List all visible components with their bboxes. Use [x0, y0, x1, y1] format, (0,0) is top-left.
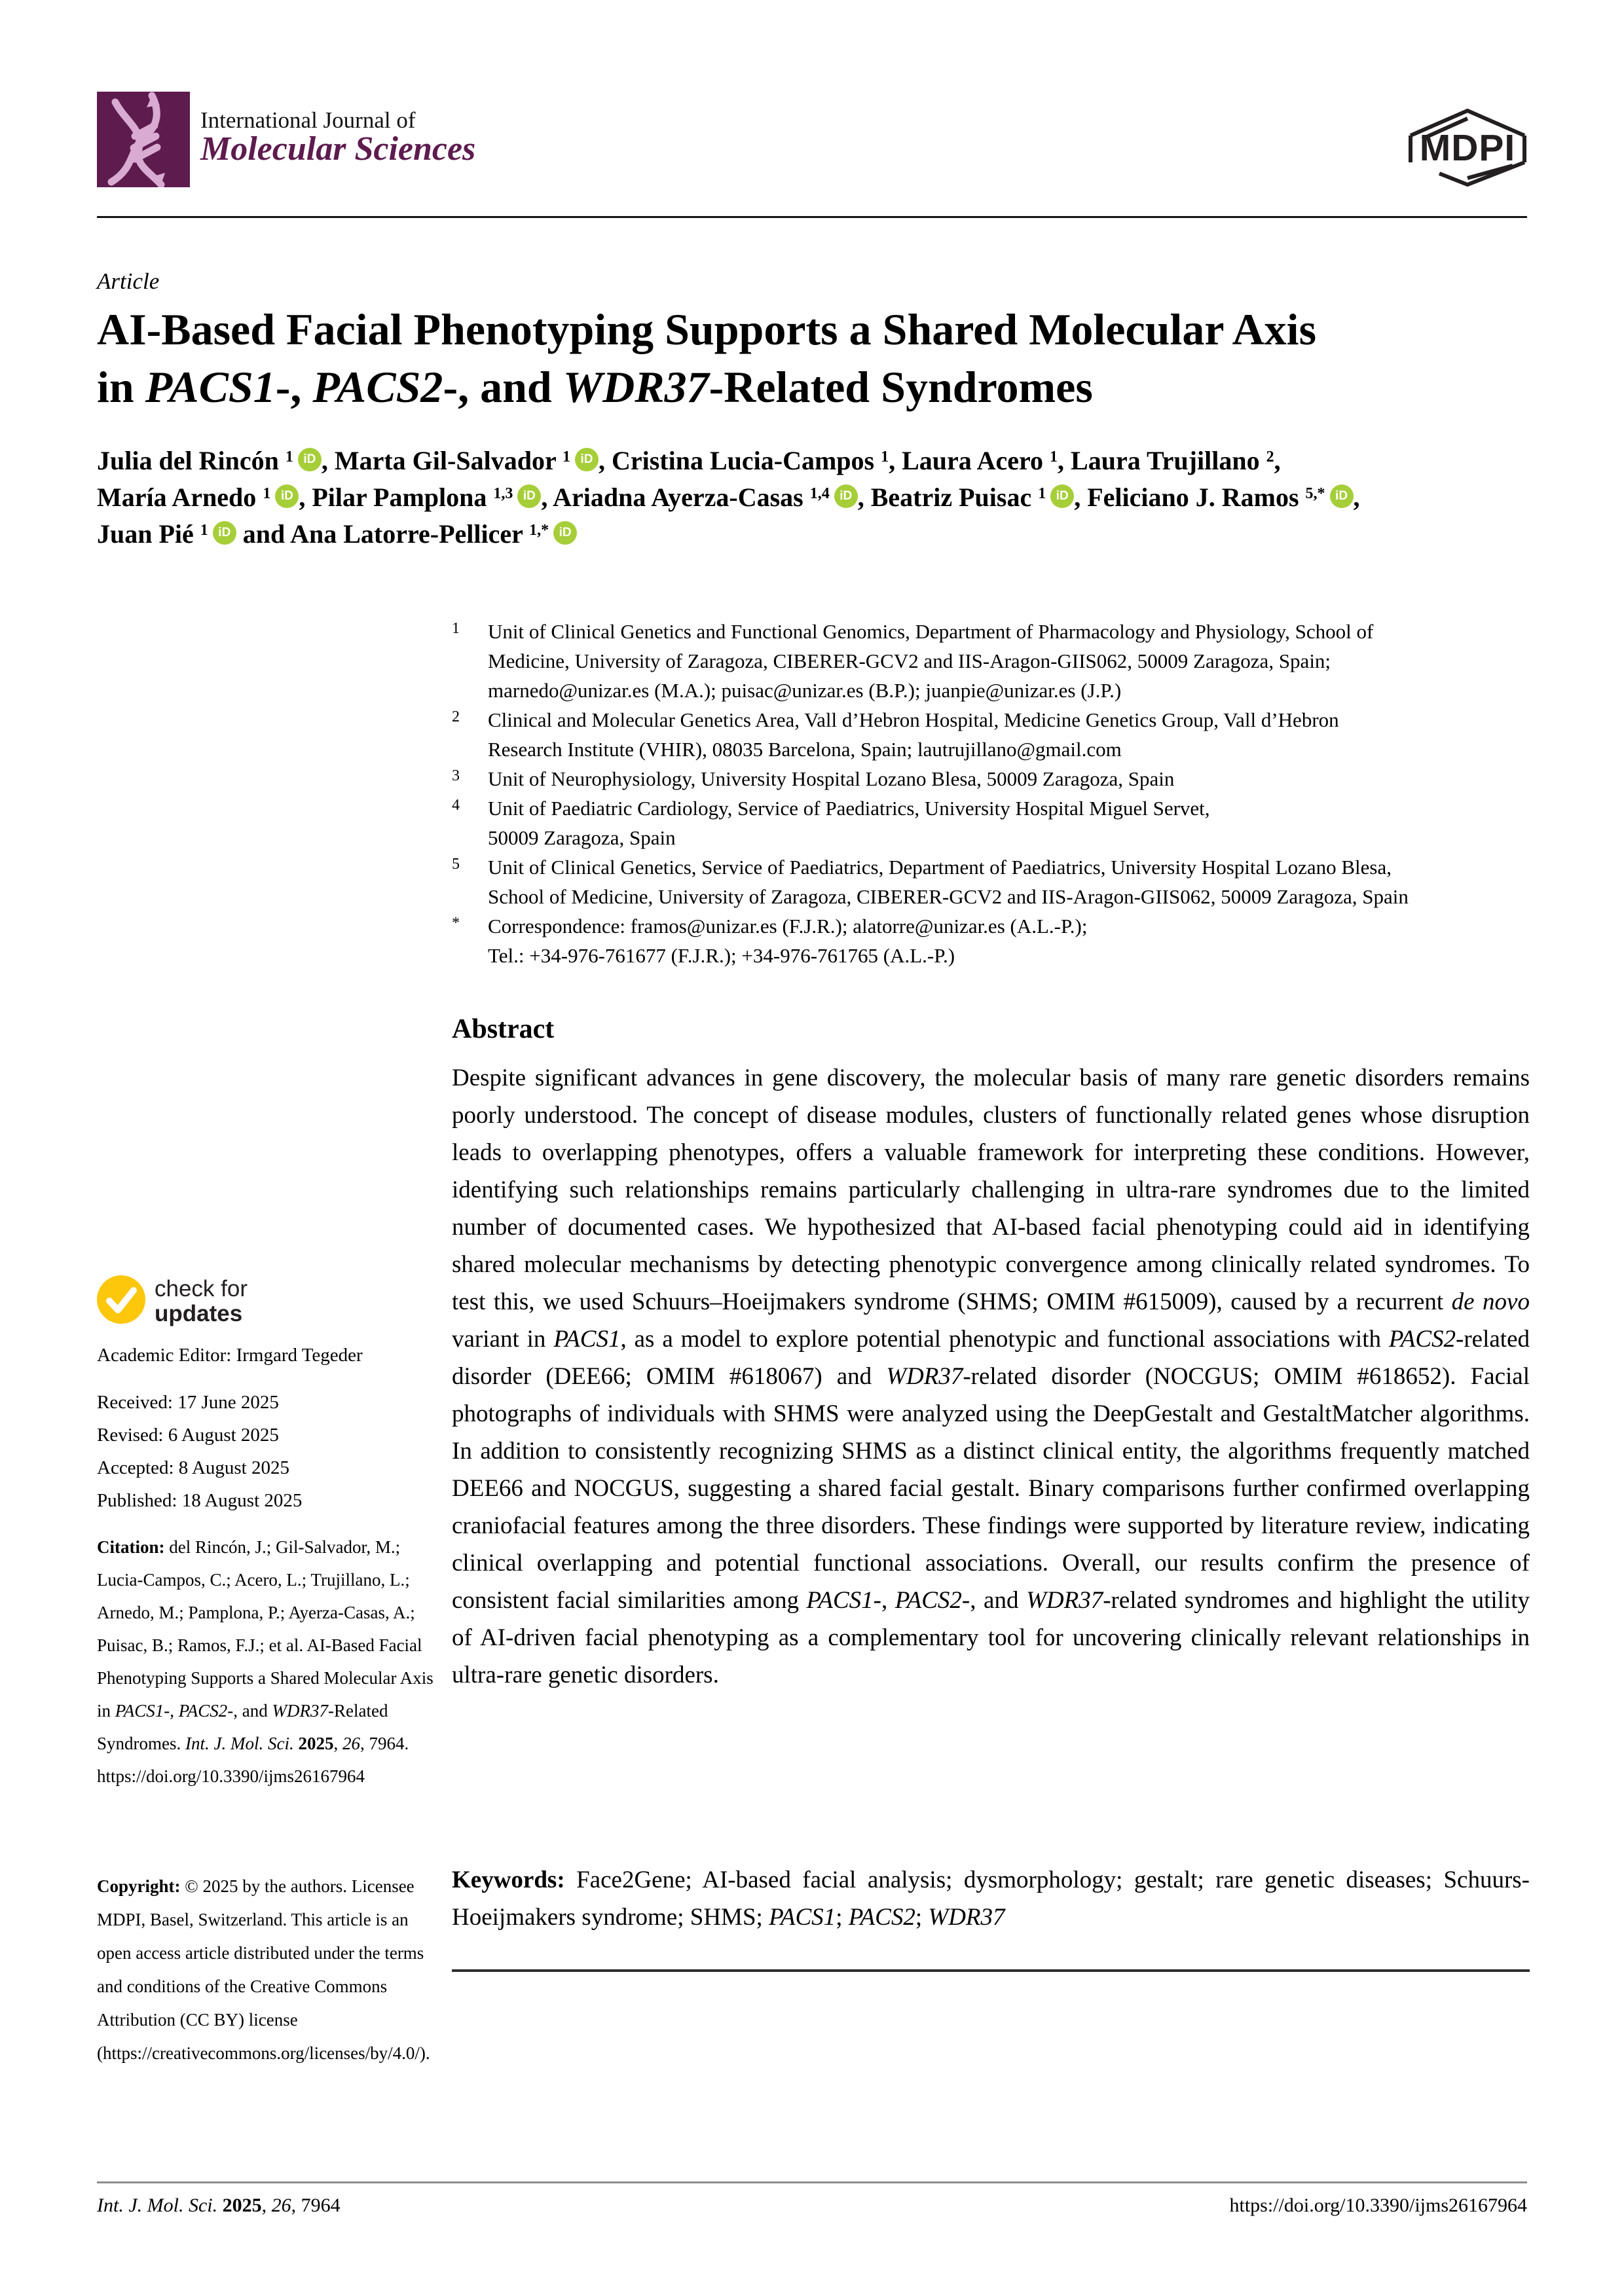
text-run: -, and: [227, 1701, 272, 1721]
page-title-line-1: [97, 300, 1564, 359]
published-date: Published: 18 August 2025: [97, 1490, 303, 1511]
author-list-line-1: [97, 443, 1564, 479]
affiliation-text: [488, 852, 1539, 911]
affiliation-line: Medicine, University of Zaragoza, CIBERER-GCV2 and IIS-Aragon-GIIS062, 50009 Zaragoza, Spain;: [488, 649, 1331, 672]
text-run: WDR37: [1026, 1587, 1103, 1614]
text-run: WDR37: [886, 1363, 963, 1390]
abstract-text: [452, 1059, 1530, 1694]
text-run: ;: [836, 1904, 849, 1931]
affiliation-line: Unit of Clinical Genetics and Functional Genomics, Department of Pharmacology and Physiology, School of: [488, 620, 1374, 643]
text-run: 1: [1050, 448, 1058, 465]
text-run: -, and: [961, 1587, 1027, 1614]
text-run: , 7964: [291, 2195, 341, 2216]
text-run: ,: [1353, 483, 1360, 512]
text-run: WDR37: [272, 1701, 329, 1721]
badge-label-line2: updates: [155, 1301, 243, 1326]
text-run: , Marta Gil-Salvador: [321, 446, 563, 475]
text-run: 2: [1266, 448, 1274, 465]
footer-journal-ref: [97, 2195, 341, 2217]
text-run: Int. J. Mol. Sci.: [185, 1734, 299, 1753]
received-date: Received: 17 June 2025: [97, 1392, 279, 1413]
text-run: Juan Pié: [97, 519, 200, 549]
affiliation-line: Clinical and Molecular Genetics Area, Vall d’Hebron Hospital, Medicine Genetics Group, Vall d’Hebron: [488, 708, 1339, 731]
text-run: PACS1: [769, 1904, 836, 1931]
text-run: , Ariadna Ayerza-Casas: [541, 483, 810, 512]
affiliation-number: 3: [452, 767, 460, 784]
text-run: -related disorder (DEE66; OMIM #618067) and: [452, 1326, 1530, 1390]
academic-editor-label: Academic Editor: Irmgard Tegeder: [97, 1345, 363, 1366]
affiliation-line: Research Institute (VHIR), 08035 Barcelona, Spain; lautrujillano@gmail.com: [488, 738, 1122, 761]
text-run: 26: [342, 1734, 360, 1753]
text-run: 5,*: [1305, 485, 1325, 502]
copyright-text: [97, 1870, 441, 2070]
affiliation-line: Unit of Neurophysiology, University Hospital Lozano Blesa, 50009 Zaragoza, Spain: [488, 767, 1175, 790]
text-run: -Related Syndromes: [709, 362, 1093, 412]
text-run: 2025: [298, 1734, 334, 1753]
text-run: in: [97, 362, 145, 412]
text-run: 2025: [222, 2195, 262, 2216]
journal-name-line1: International Journal of: [200, 107, 416, 133]
text-run: -related syndromes and highlight the utility of AI-driven facial phenotyping as a complementary tool for uncovering clinically relevant relationships in ultra-rare genetic disorders.: [452, 1587, 1530, 1688]
affiliation-line: marnedo@unizar.es (M.A.); puisac@unizar.es (B.P.); juanpie@unizar.es (J.P.): [488, 679, 1122, 702]
text-run: PACS1: [553, 1326, 621, 1353]
affiliation-number: 2: [452, 708, 460, 725]
text-run: 26: [271, 2195, 291, 2216]
text-run: , 7964. https://doi.org/10.3390/ijms26167964: [97, 1734, 409, 1786]
affiliation-line: Unit of Clinical Genetics, Service of Paediatrics, Department of Paediatrics, University Hospital Lozano Blesa,: [488, 856, 1392, 879]
text-run: de novo: [1451, 1288, 1530, 1315]
affiliation-number: 4: [452, 797, 460, 814]
orcid-icon[interactable]: iD: [275, 484, 299, 508]
orcid-icon[interactable]: iD: [553, 521, 577, 545]
text-run: , Beatriz Puisac: [857, 483, 1039, 512]
orcid-icon[interactable]: iD: [1330, 484, 1354, 508]
text-run: -,: [164, 1701, 179, 1721]
text-run: PACS2: [178, 1701, 228, 1721]
header-divider: [97, 216, 1527, 218]
text-run: del Rincón, J.; Gil-Salvador, M.; Lucia-Campos, C.; Acero, L.; Trujillano, L.; Arnedo, M.; Pamplona, P.; Ayerza-Casas, A.; Puisac, B.; Ramos, F.J.; et al. AI-Based Facial Phenotyping Supports a Shared Molecular Axis in: [97, 1537, 434, 1721]
text-run: Face2Gene; AI-based facial analysis; dysmorphology; gestalt; rare genetic diseases; Schuurs-Hoeijmakers syndrome; SHMS;: [452, 1867, 1530, 1931]
text-run: PACS2: [848, 1904, 915, 1931]
journal-logo: [97, 92, 190, 187]
text-run: -,: [873, 1587, 895, 1614]
mdpi-wordmark: MDPI: [1419, 127, 1516, 169]
affiliation-line: 50009 Zaragoza, Spain: [488, 826, 676, 849]
footer-divider: [97, 2181, 1527, 2183]
affiliation-item: [452, 852, 1539, 911]
badge-label-line1: check for: [155, 1276, 248, 1302]
crossmark-check-icon: [97, 1275, 145, 1324]
footer-doi-link[interactable]: https://doi.org/10.3390/ijms26167964: [1229, 2195, 1527, 2216]
orcid-icon[interactable]: iD: [575, 448, 599, 471]
revised-date: Revised: 6 August 2025: [97, 1425, 279, 1446]
affiliation-text: [488, 617, 1539, 705]
affiliation-number: 1: [452, 620, 460, 637]
text-run: ,: [261, 2195, 272, 2216]
text-run: 1,4: [809, 485, 830, 502]
text-run: -Related Syndromes.: [97, 1701, 388, 1753]
dna-helix-icon: [97, 92, 190, 187]
text-run: and Ana Latorre-Pellicer: [236, 519, 530, 549]
text-run: 1,3: [493, 485, 513, 502]
text-run: , Cristina Lucia-Campos: [598, 446, 881, 475]
affiliation-line: Unit of Paediatric Cardiology, Service of Paediatrics, University Hospital Miguel Servet,: [488, 797, 1210, 820]
text-run: -, and: [443, 362, 563, 412]
affiliation-number: 5: [452, 856, 460, 873]
author-list-line-3: [97, 516, 1564, 553]
text-run: PACS2: [1388, 1326, 1456, 1353]
text-run: PACS2: [312, 362, 443, 412]
journal-name-line2: Molecular Sciences: [200, 130, 476, 168]
orcid-icon[interactable]: iD: [298, 448, 322, 471]
orcid-icon[interactable]: iD: [1050, 484, 1074, 508]
badge-label: [155, 1277, 248, 1326]
page-title-line-2: [97, 357, 1564, 416]
check-for-updates-badge[interactable]: [97, 1275, 398, 1328]
text-run: , Laura Trujillano: [1058, 446, 1266, 475]
affiliation-list: [452, 617, 1539, 970]
text-run: 1: [263, 485, 271, 502]
text-run: WDR37: [928, 1904, 1005, 1931]
text-run: 1: [200, 522, 208, 539]
affiliation-item: [452, 793, 1539, 852]
text-run: , Feliciano J. Ramos: [1074, 483, 1306, 512]
text-run: 1: [562, 448, 570, 465]
text-run: 1: [285, 448, 293, 465]
citation-text: [97, 1531, 441, 1793]
text-run: Citation:: [97, 1537, 170, 1557]
author-list-line-2: [97, 479, 1564, 516]
correspondence-line: Tel.: +34-976-761677 (F.J.R.); +34-976-761765 (A.L.-P.): [488, 944, 955, 967]
text-run: PACS1: [115, 1701, 164, 1721]
text-run: 1,*: [529, 522, 549, 539]
text-run: -related disorder (NOCGUS; OMIM #618652). Facial photographs of individuals with SHMS were analyzed using the DeepGestalt and GestaltMatcher algorithms. In addition to consistently recognizing SHMS as a distinct clinical entity, the algorithms frequently matched DEE66 and NOCGUS, suggesting a shared facial gestalt. Binary comparisons further confirmed overlapping craniofacial features among the three disorders. These findings were supported by literature review, indicating clinical overlapping and potential functional associations. Overall, our results confirm the presence of consistent facial similarities among: [452, 1363, 1530, 1614]
text-run: © 2025 by the authors. Licensee MDPI, Basel, Switzerland. This article is an open access article distributed under the terms and conditions of the Creative Commons Attribution (CC BY) license (https://creativecommons.org/licenses/by/4.0/).: [97, 1876, 430, 2063]
text-run: ;: [915, 1904, 929, 1931]
text-run: 1: [1038, 485, 1046, 502]
text-run: Keywords:: [452, 1867, 577, 1893]
abstract-heading: Abstract: [452, 1014, 555, 1044]
text-run: PACS1: [145, 362, 276, 412]
text-run: ,: [333, 1734, 342, 1753]
text-run: -,: [275, 362, 313, 412]
text-run: María Arnedo: [97, 483, 263, 512]
affiliation-item: [452, 705, 1539, 764]
keywords-divider: [452, 1969, 1530, 1972]
article-type-label: Article: [97, 268, 160, 294]
correspondence-line: Correspondence: framos@unizar.es (F.J.R.); alatorre@unizar.es (A.L.-P.);: [488, 915, 1088, 938]
text-run: PACS1: [806, 1587, 874, 1614]
affiliation-item: [452, 617, 1539, 705]
text-run: WDR37: [563, 362, 709, 412]
correspondence-item: [452, 911, 1539, 970]
text-run: Despite significant advances in gene discovery, the molecular basis of many rare genetic disorders remains poorly understood. The concept of disease modules, clusters of functionally related genes whose disruption leads to overlapping phenotypes, offers a valuable framework for interpreting these conditions. However, identifying such relationships remains particularly challenging in ultra-rare syndromes due to the limited number of documented cases. We hypothesized that AI-based facial phenotyping could aid in identifying shared molecular mechanisms by detecting phenotypic convergence among clinically related syndromes. To test this, we used Schuurs–Hoeijmakers syndrome (SHMS; OMIM #615009), caused by a recurrent: [452, 1065, 1530, 1315]
accepted-date: Accepted: 8 August 2025: [97, 1457, 289, 1478]
correspondence-text: [488, 911, 1539, 970]
orcid-icon[interactable]: iD: [517, 484, 541, 508]
orcid-icon[interactable]: iD: [213, 521, 236, 545]
text-run: PACS2: [895, 1587, 962, 1614]
affiliation-text: [488, 764, 1539, 793]
correspondence-marker: *: [452, 915, 460, 932]
text-run: Copyright:: [97, 1876, 185, 1896]
text-run: AI-Based Facial Phenotyping Supports a Shared Molecular Axis: [97, 304, 1317, 354]
text-run: 1: [881, 448, 889, 465]
text-run: , Pilar Pamplona: [299, 483, 494, 512]
affiliation-line: School of Medicine, University of Zaragoza, CIBERER-GCV2 and IIS-Aragon-GIIS062, 50009 Zaragoza, Spain: [488, 885, 1409, 908]
keywords-text: [452, 1861, 1530, 1936]
text-run: variant in: [452, 1326, 554, 1353]
text-run: , Laura Acero: [889, 446, 1050, 475]
affiliation-text: [488, 793, 1539, 852]
text-run: ,: [1274, 446, 1281, 475]
text-run: , as a model to explore potential phenotypic and functional associations with: [620, 1326, 1389, 1353]
orcid-icon[interactable]: iD: [834, 484, 858, 508]
affiliation-item: [452, 764, 1539, 793]
affiliation-text: [488, 705, 1539, 764]
text-run: Int. J. Mol. Sci.: [97, 2195, 223, 2216]
text-run: Julia del Rincón: [97, 446, 286, 475]
